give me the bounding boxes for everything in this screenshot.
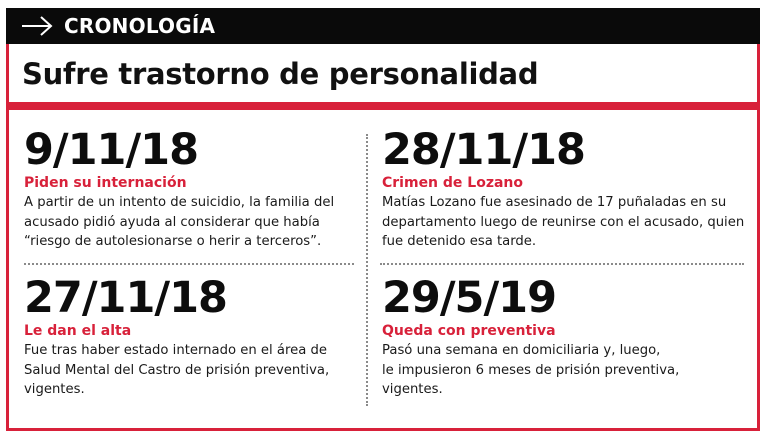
event-heading: Queda con preventiva	[382, 323, 556, 339]
event-date: 27/11/18	[24, 273, 227, 323]
arrow-right-icon	[20, 14, 54, 38]
event-heading: Piden su internación	[24, 175, 187, 191]
event-description: Fue tras haber estado internado en el área de Salud Mental del Castro de prisión preventiva, vigentes.	[24, 343, 330, 397]
column-divider	[366, 134, 368, 406]
event-description: Matías Lozano fue asesinado de 17 puñaladas en su departamento luego de reunirse con el acusado, quien fue detenido esa tarde.	[382, 195, 745, 249]
event-description: A partir de un intento de suicidio, la familia del acusado pidió ayuda al considerar que había “riesgo de autolesionarse o herir a terceros”.	[24, 195, 335, 249]
event-heading: Le dan el alta	[24, 323, 132, 339]
timeline-event	[24, 273, 360, 400]
row-divider-right	[380, 263, 744, 265]
event-date: 29/5/19	[382, 273, 557, 323]
event-heading: Crimen de Lozano	[382, 175, 524, 191]
title-divider	[6, 102, 760, 110]
page-title: Sufre trastorno de personalidad	[22, 57, 539, 91]
section-label: CRONOLOGÍA	[64, 14, 216, 38]
event-date: 28/11/18	[382, 125, 585, 175]
timeline-event	[382, 273, 754, 400]
timeline-event	[382, 125, 754, 252]
row-divider-left	[24, 263, 354, 265]
event-description: Pasó una semana en domiciliaria y, luego, le impusieron 6 meses de prisión preventiva, vigentes.	[382, 343, 680, 397]
header-bar	[6, 8, 760, 44]
event-date: 9/11/18	[24, 125, 199, 175]
timeline-event	[24, 125, 360, 252]
